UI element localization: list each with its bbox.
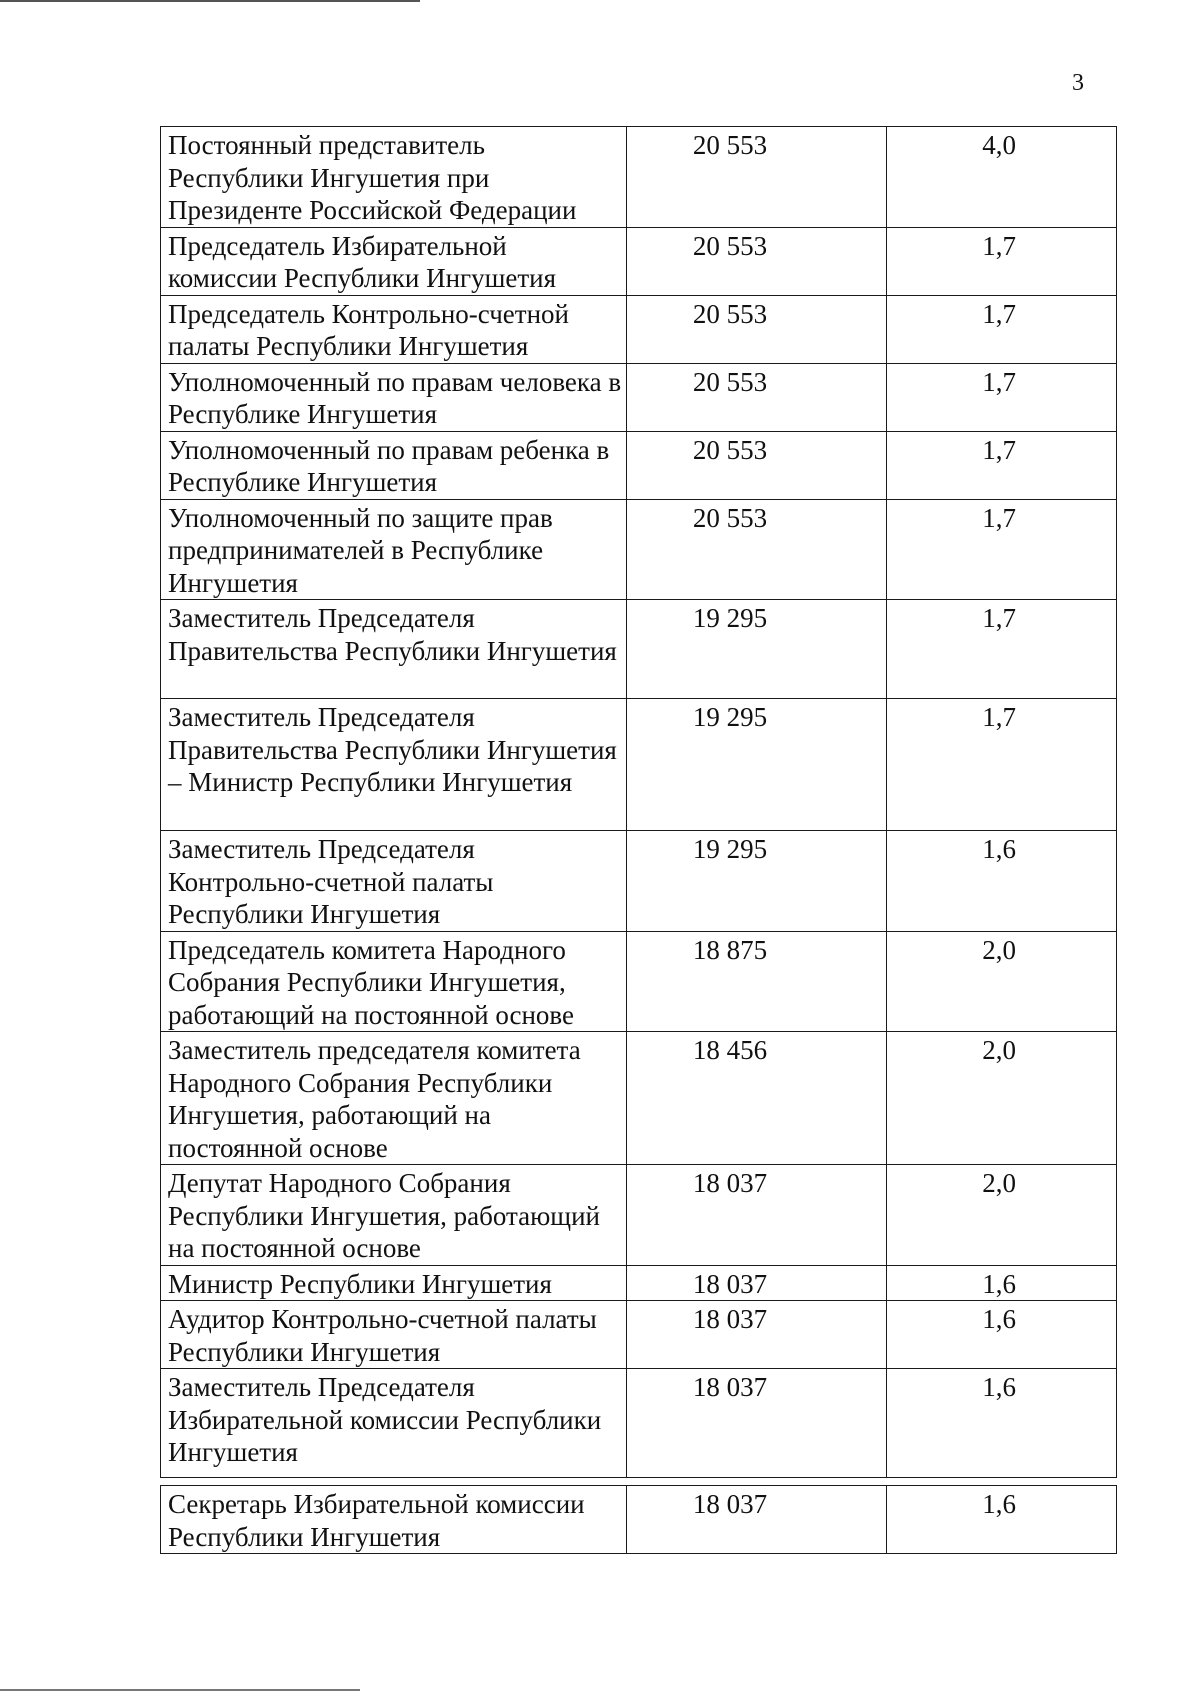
salary-cell: 20 553	[627, 499, 887, 600]
coefficient-cell: 4,0	[887, 127, 1117, 228]
coefficient-cell: 1,6	[887, 1486, 1117, 1554]
table-row	[161, 600, 1117, 699]
position-cell: Председатель Избирательной комиссии Республики Ингушетия	[161, 227, 627, 295]
position-cell: Депутат Народного Собрания Республики Ингушетия, работающий на постоянной основе	[161, 1165, 627, 1266]
table-row	[161, 227, 1117, 295]
salary-table	[160, 126, 1117, 1554]
position-cell: Уполномоченный по правам человека в Республике Ингушетия	[161, 363, 627, 431]
table-gap-row	[161, 1478, 1117, 1486]
position-cell: Постоянный представитель Республики Ингушетия при Президенте Российской Федерации	[161, 127, 627, 228]
coefficient-cell: 1,7	[887, 699, 1117, 831]
coefficient-cell: 1,6	[887, 1265, 1117, 1301]
salary-cell: 18 456	[627, 1032, 887, 1165]
salary-cell: 19 295	[627, 699, 887, 831]
table-row	[161, 295, 1117, 363]
coefficient-cell: 2,0	[887, 1032, 1117, 1165]
table-row	[161, 699, 1117, 831]
salary-cell: 20 553	[627, 227, 887, 295]
salary-cell: 19 295	[627, 600, 887, 699]
position-cell: Уполномоченный по правам ребенка в Республике Ингушетия	[161, 431, 627, 499]
salary-cell: 18 037	[627, 1486, 887, 1554]
page-number: 3	[1072, 70, 1084, 96]
position-cell: Уполномоченный по защите прав предпринимателей в Республике Ингушетия	[161, 499, 627, 600]
table-row	[161, 499, 1117, 600]
table-row	[161, 1301, 1117, 1369]
table-row	[161, 1265, 1117, 1301]
coefficient-cell: 2,0	[887, 1165, 1117, 1266]
position-cell: Заместитель Председателя Правительства Республики Ингушетия – Министр Республики Ингушетия	[161, 699, 627, 831]
position-cell: Председатель комитета Народного Собрания Республики Ингушетия, работающий на постоянной основе	[161, 931, 627, 1032]
table-row	[161, 127, 1117, 228]
gap-cell	[887, 1478, 1117, 1486]
coefficient-cell: 1,7	[887, 499, 1117, 600]
scan-edge-bottom	[0, 1689, 360, 1691]
position-cell: Секретарь Избирательной комиссии Республики Ингушетия	[161, 1486, 627, 1554]
position-cell: Заместитель Председателя Контрольно-счетной палаты Республики Ингушетия	[161, 831, 627, 932]
salary-cell: 18 037	[627, 1301, 887, 1369]
coefficient-cell: 1,6	[887, 1301, 1117, 1369]
coefficient-cell: 1,7	[887, 600, 1117, 699]
coefficient-cell: 1,7	[887, 227, 1117, 295]
coefficient-cell: 1,6	[887, 831, 1117, 932]
table-row	[161, 363, 1117, 431]
gap-cell	[627, 1478, 887, 1486]
table-row	[161, 831, 1117, 932]
table-row	[161, 1369, 1117, 1478]
salary-cell: 18 037	[627, 1265, 887, 1301]
salary-cell: 20 553	[627, 127, 887, 228]
coefficient-cell: 1,7	[887, 363, 1117, 431]
coefficient-cell: 2,0	[887, 931, 1117, 1032]
salary-cell: 19 295	[627, 831, 887, 932]
position-cell: Заместитель председателя комитета Народного Собрания Республики Ингушетия, работающий на постоянной основе	[161, 1032, 627, 1165]
table-row	[161, 931, 1117, 1032]
salary-cell: 18 037	[627, 1165, 887, 1266]
coefficient-cell: 1,6	[887, 1369, 1117, 1478]
scan-edge-top	[0, 0, 420, 2]
position-cell: Заместитель Председателя Избирательной комиссии Республики Ингушетия	[161, 1369, 627, 1478]
position-cell: Аудитор Контрольно-счетной палаты Республики Ингушетия	[161, 1301, 627, 1369]
position-cell: Министр Республики Ингушетия	[161, 1265, 627, 1301]
salary-cell: 20 553	[627, 363, 887, 431]
position-cell: Председатель Контрольно-счетной палаты Республики Ингушетия	[161, 295, 627, 363]
coefficient-cell: 1,7	[887, 431, 1117, 499]
gap-cell	[161, 1478, 627, 1486]
salary-cell: 20 553	[627, 295, 887, 363]
salary-cell: 18 875	[627, 931, 887, 1032]
table-row	[161, 1486, 1117, 1554]
coefficient-cell: 1,7	[887, 295, 1117, 363]
table-row	[161, 1032, 1117, 1165]
salary-table-body	[161, 127, 1117, 1554]
table-row	[161, 431, 1117, 499]
position-cell: Заместитель Председателя Правительства Республики Ингушетия	[161, 600, 627, 699]
salary-cell: 18 037	[627, 1369, 887, 1478]
table-row	[161, 1165, 1117, 1266]
salary-cell: 20 553	[627, 431, 887, 499]
